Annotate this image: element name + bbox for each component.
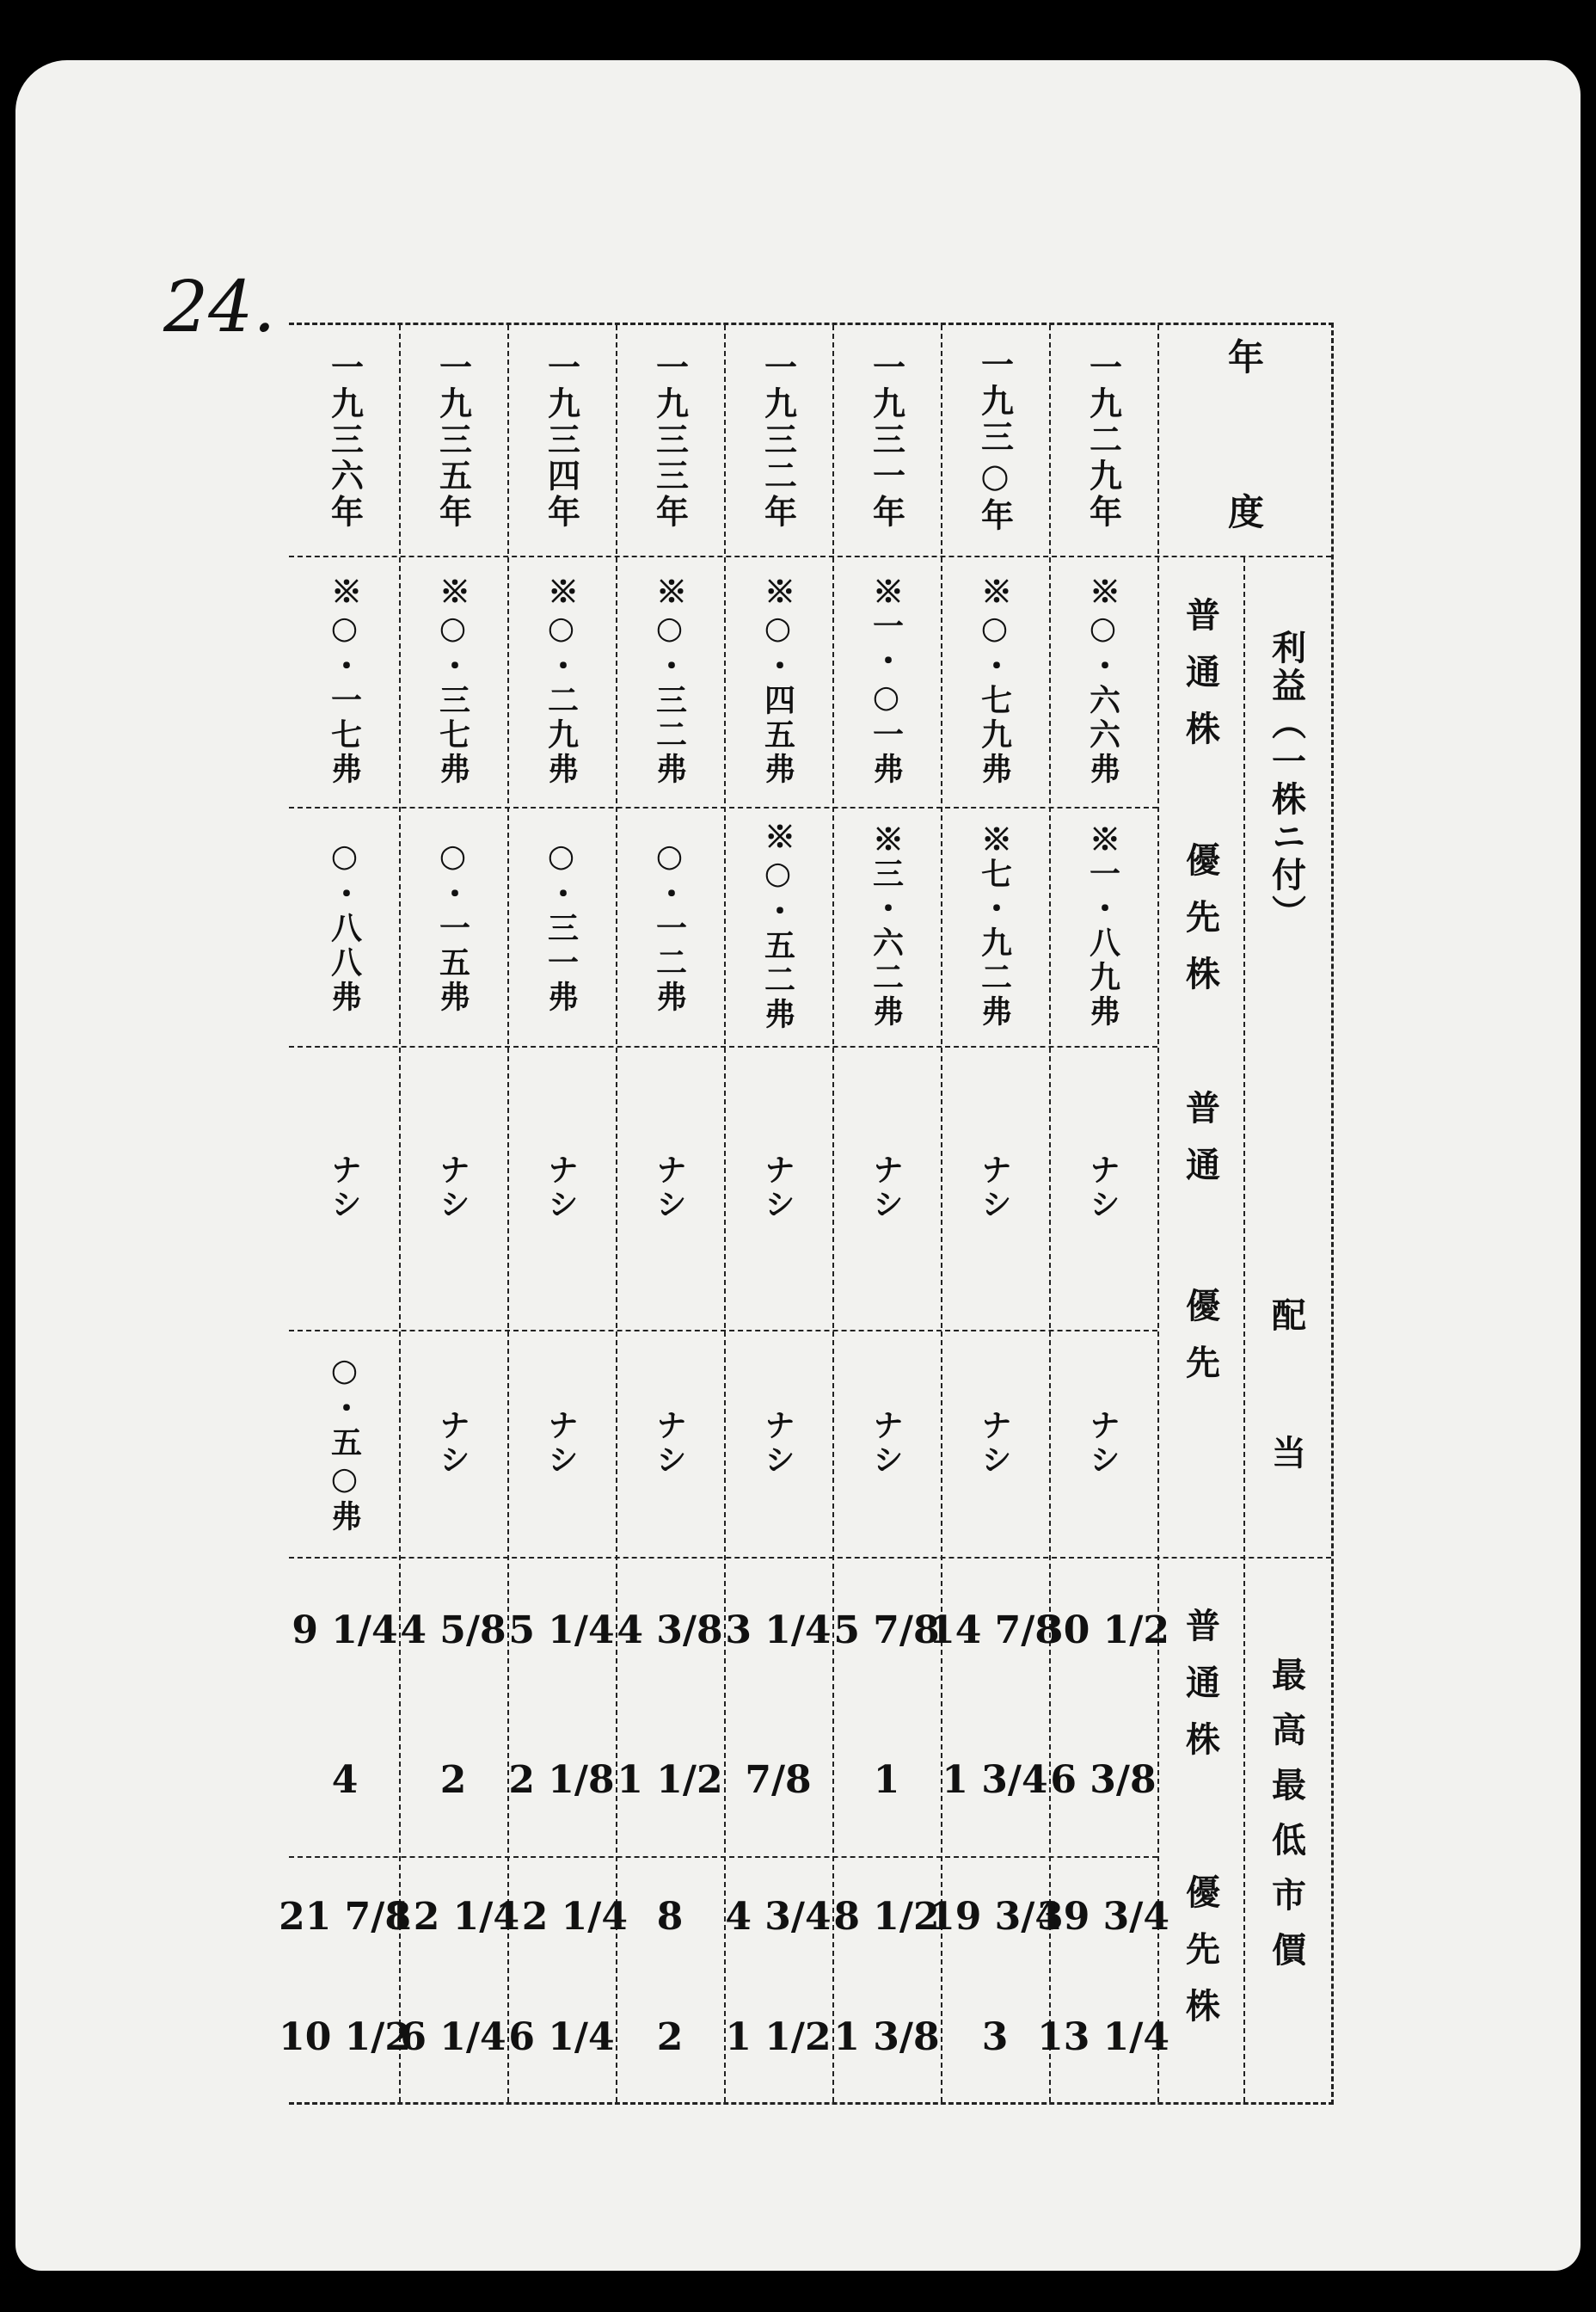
price-header: 最高最低市價 — [1266, 1657, 1307, 1987]
price-common-low-cell-text: 7/8 — [745, 1757, 812, 1802]
dividend-common-cell-text: ナシ — [434, 1153, 471, 1222]
price-pref-low-cell — [832, 1977, 941, 2097]
dividend-header: 配 当 — [1266, 1297, 1307, 1503]
dividend-common-cell — [724, 1046, 832, 1330]
profit-common-cell — [941, 556, 1049, 807]
year-cell — [1049, 325, 1157, 556]
price-pref-low-cell — [616, 1977, 724, 2097]
profit-pref-cell-text: ※七・九二弗 — [976, 823, 1013, 1030]
price-pref-low-cell-text: 10 1/2 — [279, 2014, 411, 2059]
price-pref-low-cell-text: 6 1/4 — [400, 2014, 506, 2059]
profit-pref-cell-text: ○・三一弗 — [543, 838, 580, 1015]
price-pref-high-cell — [279, 1856, 411, 1977]
price-pref-high-cell — [929, 1856, 1061, 1977]
price-common-low-cell — [291, 1703, 399, 1856]
price-common-low-cell-text: 2 — [439, 1757, 467, 1802]
year-cell-text: 一九三五年 — [433, 350, 473, 531]
price-common-high-cell — [832, 1557, 941, 1703]
year-cell-text: 一九三○年 — [975, 347, 1015, 534]
dividend-pref-cell — [399, 1330, 507, 1557]
dividend-common-cell — [291, 1046, 399, 1330]
profit-common-cell-text: ※○・二九弗 — [543, 575, 580, 787]
price-pref-low-cell-text: 3 — [981, 2014, 1009, 2059]
price-pref-high-cell-text: 12 1/4 — [495, 1894, 628, 1939]
profit-common-cell — [399, 556, 507, 807]
dividend-pref-cell — [724, 1330, 832, 1557]
profit-common-cell-text: ※○・三二弗 — [651, 575, 688, 787]
profit-pref-cell-text: ※三・六二弗 — [868, 823, 905, 1030]
price-common-high-cell-text: 4 3/8 — [617, 1608, 723, 1652]
profit-pref-cell — [724, 807, 832, 1046]
profit-common-cell — [724, 556, 832, 807]
price-common-low-cell — [724, 1703, 832, 1856]
profit-pref-cell-text: ○・八八弗 — [326, 838, 363, 1015]
price-common-high-cell — [291, 1557, 399, 1703]
year-cell-text: 一九二九年 — [1083, 350, 1123, 531]
year-cell-text: 一九三六年 — [325, 350, 365, 531]
page-number: 24. — [163, 267, 276, 348]
price-pref-low-cell — [399, 1977, 507, 2097]
profit-pref-cell — [1049, 807, 1157, 1046]
profit-pref-cell — [832, 807, 941, 1046]
dividend-pref-cell — [941, 1330, 1049, 1557]
year-cell — [291, 325, 399, 556]
price-common-high-cell — [507, 1557, 616, 1703]
dividend-pref-cell — [1049, 1330, 1157, 1557]
price-common-low-cell-text: 1 1/2 — [617, 1757, 723, 1802]
price-pref-high-cell — [832, 1856, 941, 1977]
profit-pref-cell-text: ※○・五二弗 — [759, 821, 796, 1032]
dividend-pref-cell-text: ナシ — [543, 1409, 580, 1478]
price-common-high-cell — [616, 1557, 724, 1703]
price-pref-high-cell-text: 12 1/4 — [387, 1894, 519, 1939]
price-pref-low-cell — [279, 1977, 411, 2097]
price-common-low-cell-text: 2 1/8 — [508, 1757, 615, 1802]
price-pref-high-cell-text: 19 3/4 — [929, 1894, 1061, 1939]
profit-common-cell — [1049, 556, 1157, 807]
dividend-pref-cell-text: ナシ — [434, 1409, 471, 1478]
price-common-header: 普通株 — [1180, 1608, 1221, 1778]
profit-pref-cell — [291, 807, 399, 1046]
price-pref-header: 優先株 — [1180, 1874, 1221, 2045]
price-common-low-cell — [941, 1703, 1049, 1856]
profit-common-cell-text: ※○・六六弗 — [1084, 575, 1121, 787]
dividend-common-cell-text: ナシ — [543, 1153, 580, 1222]
dividend-common-cell — [616, 1046, 724, 1330]
profit-common-cell-text: ※○・七九弗 — [976, 575, 1013, 787]
price-common-low-cell — [1049, 1703, 1157, 1856]
profit-common-cell-text: ※○・三七弗 — [434, 575, 471, 787]
price-common-high-cell-text: 4 5/8 — [400, 1608, 506, 1652]
dividend-pref-cell-text: ナシ — [976, 1409, 1013, 1478]
price-common-high-cell-text: 5 7/8 — [833, 1608, 940, 1652]
dividend-common-cell — [832, 1046, 941, 1330]
dividend-common-cell-text: ナシ — [1084, 1153, 1121, 1222]
dividend-pref-cell-text: ナシ — [1084, 1409, 1121, 1478]
dividend-pref-cell — [832, 1330, 941, 1557]
dividend-pref-cell-text: ナシ — [868, 1409, 905, 1478]
price-pref-high-cell-text: 4 3/4 — [725, 1894, 832, 1939]
year-cell — [724, 325, 832, 556]
year-cell-text: 一九三四年 — [542, 350, 581, 531]
price-pref-high-cell — [1037, 1856, 1169, 1977]
profit-common-header: 普通株 — [1180, 597, 1221, 767]
price-common-low-cell-text: 1 3/4 — [942, 1757, 1048, 1802]
dividend-common-cell — [941, 1046, 1049, 1330]
price-common-high-cell-text: 3 1/4 — [725, 1608, 832, 1652]
price-pref-low-cell-text: 1 3/8 — [833, 2014, 940, 2059]
dividend-pref-header: 優先 — [1180, 1288, 1221, 1401]
price-common-high-cell-text: 30 1/2 — [1037, 1608, 1169, 1652]
year-header: 年 度 — [1223, 338, 1265, 544]
year-cell — [616, 325, 724, 556]
profit-common-cell — [616, 556, 724, 807]
profit-pref-cell-text: ○・一二弗 — [651, 838, 688, 1015]
profit-pref-header: 優先株 — [1180, 842, 1221, 1012]
price-pref-low-cell — [941, 1977, 1049, 2097]
dividend-common-header: 普通 — [1180, 1090, 1221, 1203]
profit-common-cell-text: ※○・四五弗 — [759, 575, 796, 787]
profit-pref-cell — [616, 807, 724, 1046]
year-cell-text: 一九三一年 — [867, 350, 906, 531]
profit-common-cell-text: ※○・一七弗 — [326, 575, 363, 787]
profit-header: 利益（一株ニ付） — [1266, 630, 1307, 932]
price-pref-low-cell — [1037, 1977, 1169, 2097]
price-common-high-cell — [724, 1557, 832, 1703]
price-pref-low-cell-text: 6 1/4 — [508, 2014, 615, 2059]
price-pref-high-cell — [616, 1856, 724, 1977]
profit-pref-cell — [507, 807, 616, 1046]
price-common-low-cell — [832, 1703, 941, 1856]
year-cell-text: 一九三三年 — [650, 350, 690, 531]
year-cell — [507, 325, 616, 556]
year-cell — [399, 325, 507, 556]
profit-pref-cell — [399, 807, 507, 1046]
dividend-common-cell-text: ナシ — [651, 1153, 688, 1222]
profit-common-cell — [291, 556, 399, 807]
price-common-low-cell-text: 6 3/8 — [1050, 1757, 1157, 1802]
dividend-pref-cell — [507, 1330, 616, 1557]
dividend-common-cell — [507, 1046, 616, 1330]
price-pref-low-cell — [507, 1977, 616, 2097]
price-pref-high-cell-text: 8 — [656, 1894, 684, 1939]
dividend-common-cell — [399, 1046, 507, 1330]
price-common-high-cell — [929, 1557, 1061, 1703]
price-pref-low-cell-text: 13 1/4 — [1037, 2014, 1169, 2059]
dividend-pref-cell-text: ナシ — [651, 1409, 688, 1478]
profit-common-cell-text: ※一・○一弗 — [868, 575, 905, 787]
price-common-low-cell — [616, 1703, 724, 1856]
dividend-common-cell-text: ナシ — [976, 1153, 1013, 1222]
price-common-high-cell — [1037, 1557, 1169, 1703]
price-common-high-cell-text: 14 7/8 — [929, 1608, 1061, 1652]
dividend-pref-cell-text: ナシ — [759, 1409, 796, 1478]
dividend-common-cell-text: ナシ — [326, 1153, 363, 1222]
dividend-pref-cell — [291, 1330, 399, 1557]
financial-table — [279, 323, 1334, 2105]
price-pref-high-cell-text: 21 7/8 — [279, 1894, 411, 1939]
dividend-common-cell — [1049, 1046, 1157, 1330]
price-common-low-cell — [399, 1703, 507, 1856]
dividend-common-cell-text: ナシ — [868, 1153, 905, 1222]
dividend-pref-cell-text: ○・五○弗 — [326, 1352, 363, 1534]
profit-pref-cell-text: ※一・八九弗 — [1084, 823, 1121, 1030]
price-pref-high-cell — [724, 1856, 832, 1977]
price-pref-high-cell-text: 39 3/4 — [1037, 1894, 1169, 1939]
price-pref-low-cell — [724, 1977, 832, 2097]
price-pref-high-cell — [387, 1856, 519, 1977]
year-cell — [941, 325, 1049, 556]
price-pref-low-cell-text: 2 — [656, 2014, 684, 2059]
price-common-low-cell — [507, 1703, 616, 1856]
price-common-low-cell-text: 1 — [873, 1757, 900, 1802]
price-pref-low-cell-text: 1 1/2 — [725, 2014, 832, 2059]
price-common-high-cell — [399, 1557, 507, 1703]
profit-common-cell — [507, 556, 616, 807]
price-pref-high-cell — [495, 1856, 628, 1977]
profit-pref-cell — [941, 807, 1049, 1046]
year-cell-text: 一九三二年 — [758, 350, 798, 531]
document-page — [15, 60, 1581, 2271]
price-common-high-cell-text: 5 1/4 — [508, 1608, 615, 1652]
dividend-pref-cell — [616, 1330, 724, 1557]
year-cell — [832, 325, 941, 556]
profit-common-cell — [832, 556, 941, 807]
price-common-high-cell-text: 9 1/4 — [292, 1608, 398, 1652]
price-pref-high-cell-text: 8 1/2 — [833, 1894, 940, 1939]
price-common-low-cell-text: 4 — [331, 1757, 359, 1802]
profit-pref-cell-text: ○・一五弗 — [434, 838, 471, 1015]
dividend-common-cell-text: ナシ — [759, 1153, 796, 1222]
